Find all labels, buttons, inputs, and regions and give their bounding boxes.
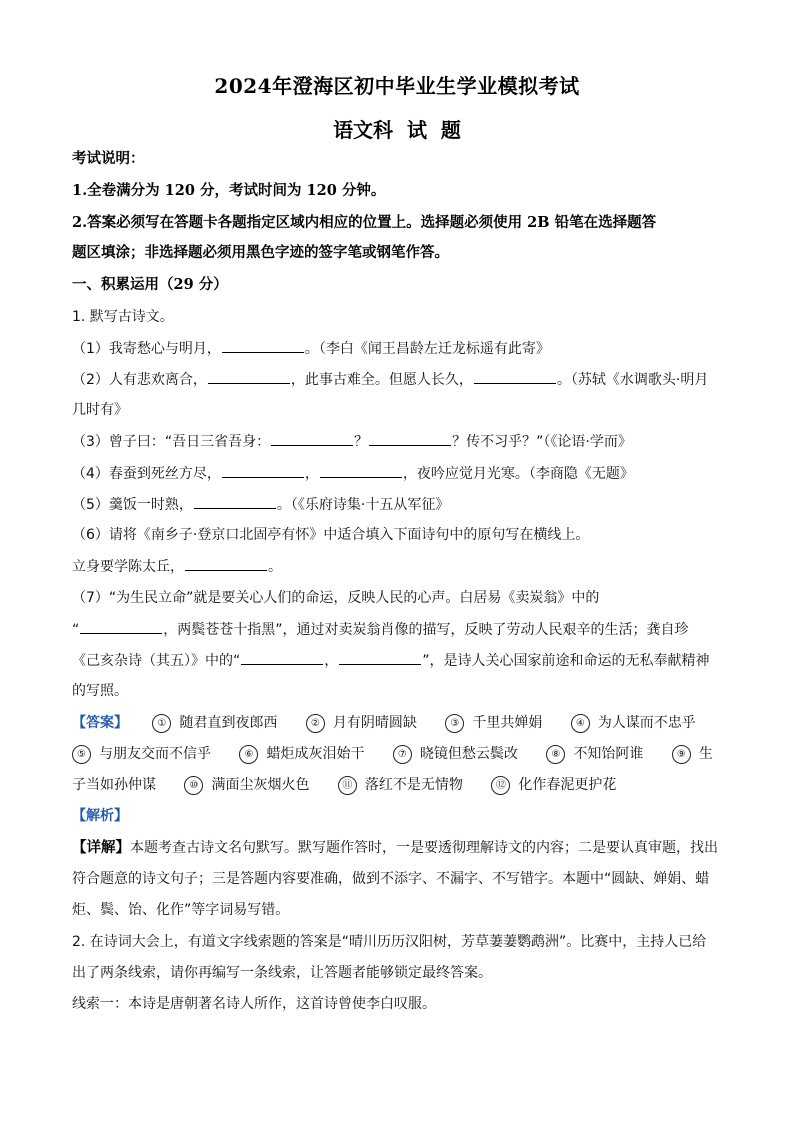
answer-text: 千里共婵娟: [472, 715, 543, 731]
answer-text: 落红不是无情物: [364, 777, 463, 793]
circled-number: ⑩: [184, 776, 203, 795]
answer-text: 生: [698, 746, 713, 762]
circled-number: ④: [571, 714, 590, 733]
text: 本题考查古诗文名句默写。默写题作答时，一是要透彻理解诗文的内容；二是要认真审题，找出: [130, 840, 718, 856]
text: 立身要学陈太丘，: [72, 559, 184, 575]
answer-blank[interactable]: [271, 431, 353, 446]
answer-item-continued: 子当如孙仲谋: [72, 777, 156, 793]
circled-number: ①: [152, 714, 171, 733]
answer-blank[interactable]: [80, 619, 162, 634]
exam-title: 2024年澄海区初中毕业生学业模拟考试: [214, 74, 580, 98]
question-1-part-4: [72, 463, 732, 484]
answer-item: [445, 713, 542, 733]
text: （1）我寄愁心与明月，: [72, 341, 221, 357]
circled-number: ⑨: [672, 745, 691, 764]
question-1-part-2: [72, 369, 732, 390]
text: 。（苏轼《水调歌头·明月: [556, 372, 709, 388]
question-1-part-1: [72, 338, 732, 359]
question-1-part-7-line-2: [72, 619, 732, 640]
instructions-heading: 考试说明：: [72, 150, 145, 167]
question-2-line-2: 出了两条线索，请你再编写一条线索，让答题者能够锁定最终答案。: [72, 965, 492, 981]
answer-blank[interactable]: [208, 369, 290, 384]
answer-text: 为人谋而不忠乎: [597, 715, 696, 731]
answer-blank[interactable]: [369, 431, 451, 446]
answer-blank[interactable]: [241, 650, 323, 665]
text: ，两鬓苍苍十指黑”，通过对卖炭翁肖像的描写，反映了劳动人民艰辛的生活；龚自珍: [163, 622, 689, 638]
text: ？传不习乎？”（《论语·学而》: [452, 434, 632, 450]
text: （3）曾子曰：“吾日三省吾身：: [72, 434, 271, 450]
circled-number: ⑤: [72, 745, 91, 764]
question-1-part-5: [72, 494, 732, 515]
answer-item: [152, 713, 277, 733]
answer-item: [672, 744, 713, 764]
question-1-stem: 1. 默写古诗文。: [72, 309, 174, 325]
answer-label: 【答案】: [72, 715, 128, 731]
circled-number: ⑪: [338, 776, 357, 795]
text: 。: [268, 559, 282, 575]
text: “: [72, 622, 80, 638]
answer-text: 月有阴晴圆缺: [332, 715, 417, 731]
analysis-label: 【解析】: [72, 808, 128, 824]
answer-blank[interactable]: [339, 650, 421, 665]
text: （5）羹饭一时熟，: [72, 497, 193, 513]
answer-item: [72, 744, 211, 764]
answer-text: 不知饴阿谁: [573, 746, 644, 762]
answer-blank[interactable]: [474, 369, 556, 384]
instruction-item-1: 1.全卷满分为 120 分，考试时间为 120 分钟。: [72, 182, 386, 199]
answer-blank[interactable]: [194, 494, 276, 509]
answer-text: 蜡炬成灰泪始干: [266, 746, 365, 762]
question-1-part-3: [72, 431, 732, 452]
question-1-part-6: （6）请将《南乡子·登京口北固亭有怀》中适合填入下面诗句中的原句写在横线上。: [72, 527, 590, 543]
text: ，此事古难全。但愿人长久，: [290, 372, 473, 388]
answer-text: 满面尘灰烟火色: [211, 777, 310, 793]
instruction-item-2-line-2: 题区填涂；非选择题必须用黑色字迹的签字笔或钢笔作答。: [72, 244, 449, 261]
question-1-part-6-cont: [72, 556, 732, 577]
question-1-part-2-cont: 几时有》: [72, 402, 128, 418]
analysis-line-2: 符合题意的诗文句子；三是答题内容要准确，做到不添字、不漏字、不写错字。本题中“圆缺、婵娟、蜡: [72, 871, 710, 887]
text: （4）春蚕到死丝方尽，: [72, 466, 221, 482]
instruction-item-2-line-1: 2.答案必须写在答题卡各题指定区域内相应的位置上。选择题必须使用 2B 铅笔在选择题答: [72, 214, 657, 231]
answer-text: 与朋友交而不信乎: [99, 746, 211, 762]
answer-text: 随君直到夜郎西: [179, 715, 278, 731]
answer-item: [338, 775, 463, 795]
answer-row-2: [72, 744, 732, 764]
answer-item: [491, 775, 616, 795]
circled-number: ⑦: [393, 745, 412, 764]
question-1-part-7-line-4: 的写照。: [72, 683, 128, 699]
circled-number: ②: [306, 714, 325, 733]
text: ，: [324, 653, 339, 669]
answer-item: [571, 713, 696, 733]
answer-item: [306, 713, 417, 733]
question-2-line-1: 2. 在诗词大会上，有道文字线索题的答案是“晴川历历汉阳树，芳草萋萋鹦鹉洲”。比赛中，主持人已给: [72, 934, 707, 950]
answer-item: [239, 744, 364, 764]
answer-item: [546, 744, 643, 764]
section-heading: 一、积累运用（29 分）: [72, 276, 228, 293]
text: 。（李白《闻王昌龄左迁龙标遥有此寄》: [304, 341, 550, 357]
analysis-line-3: 炬、鬓、饴、化作”等字词易写错。: [72, 902, 290, 918]
analysis-line-1: [72, 838, 732, 858]
exam-subtitle: 语文科 试 题: [333, 118, 461, 142]
text: 。（《乐府诗集·十五从军征》: [276, 497, 450, 513]
detail-label: 【详解】: [72, 839, 130, 856]
circled-number: ③: [445, 714, 464, 733]
question-1-part-7: （7）“为生民立命”就是要关心人们的命运，反映人民的心声。白居易《卖炭翁》中的: [72, 590, 600, 606]
text: ，: [304, 466, 319, 482]
answer-text: 化作春泥更护花: [518, 777, 617, 793]
question-2-line-3: 线索一：本诗是唐朝著名诗人所作，这首诗曾使李白叹服。: [72, 996, 436, 1012]
circled-number: ⑫: [491, 776, 510, 795]
text: 《己亥杂诗（其五）》中的“: [72, 653, 241, 669]
text: ”，是诗人关心国家前途和命运的无私奉献精神: [422, 653, 710, 669]
circled-number: ⑧: [546, 745, 565, 764]
answer-text: 晓镜但愁云鬓改: [419, 746, 518, 762]
text: ？: [354, 434, 369, 450]
answer-item: [184, 775, 309, 795]
answer-blank[interactable]: [185, 556, 267, 571]
text: ，夜吟应觉月光寒。（李商隐《无题》: [402, 466, 634, 482]
answer-row-3: [72, 775, 732, 795]
answer-blank[interactable]: [320, 463, 402, 478]
answer-row-1: [72, 713, 732, 733]
answer-blank[interactable]: [222, 338, 304, 353]
answer-item: [393, 744, 518, 764]
circled-number: ⑥: [239, 745, 258, 764]
question-1-part-7-line-3: [72, 650, 732, 671]
text: （2）人有悲欢离合，: [72, 372, 207, 388]
answer-blank[interactable]: [222, 463, 304, 478]
